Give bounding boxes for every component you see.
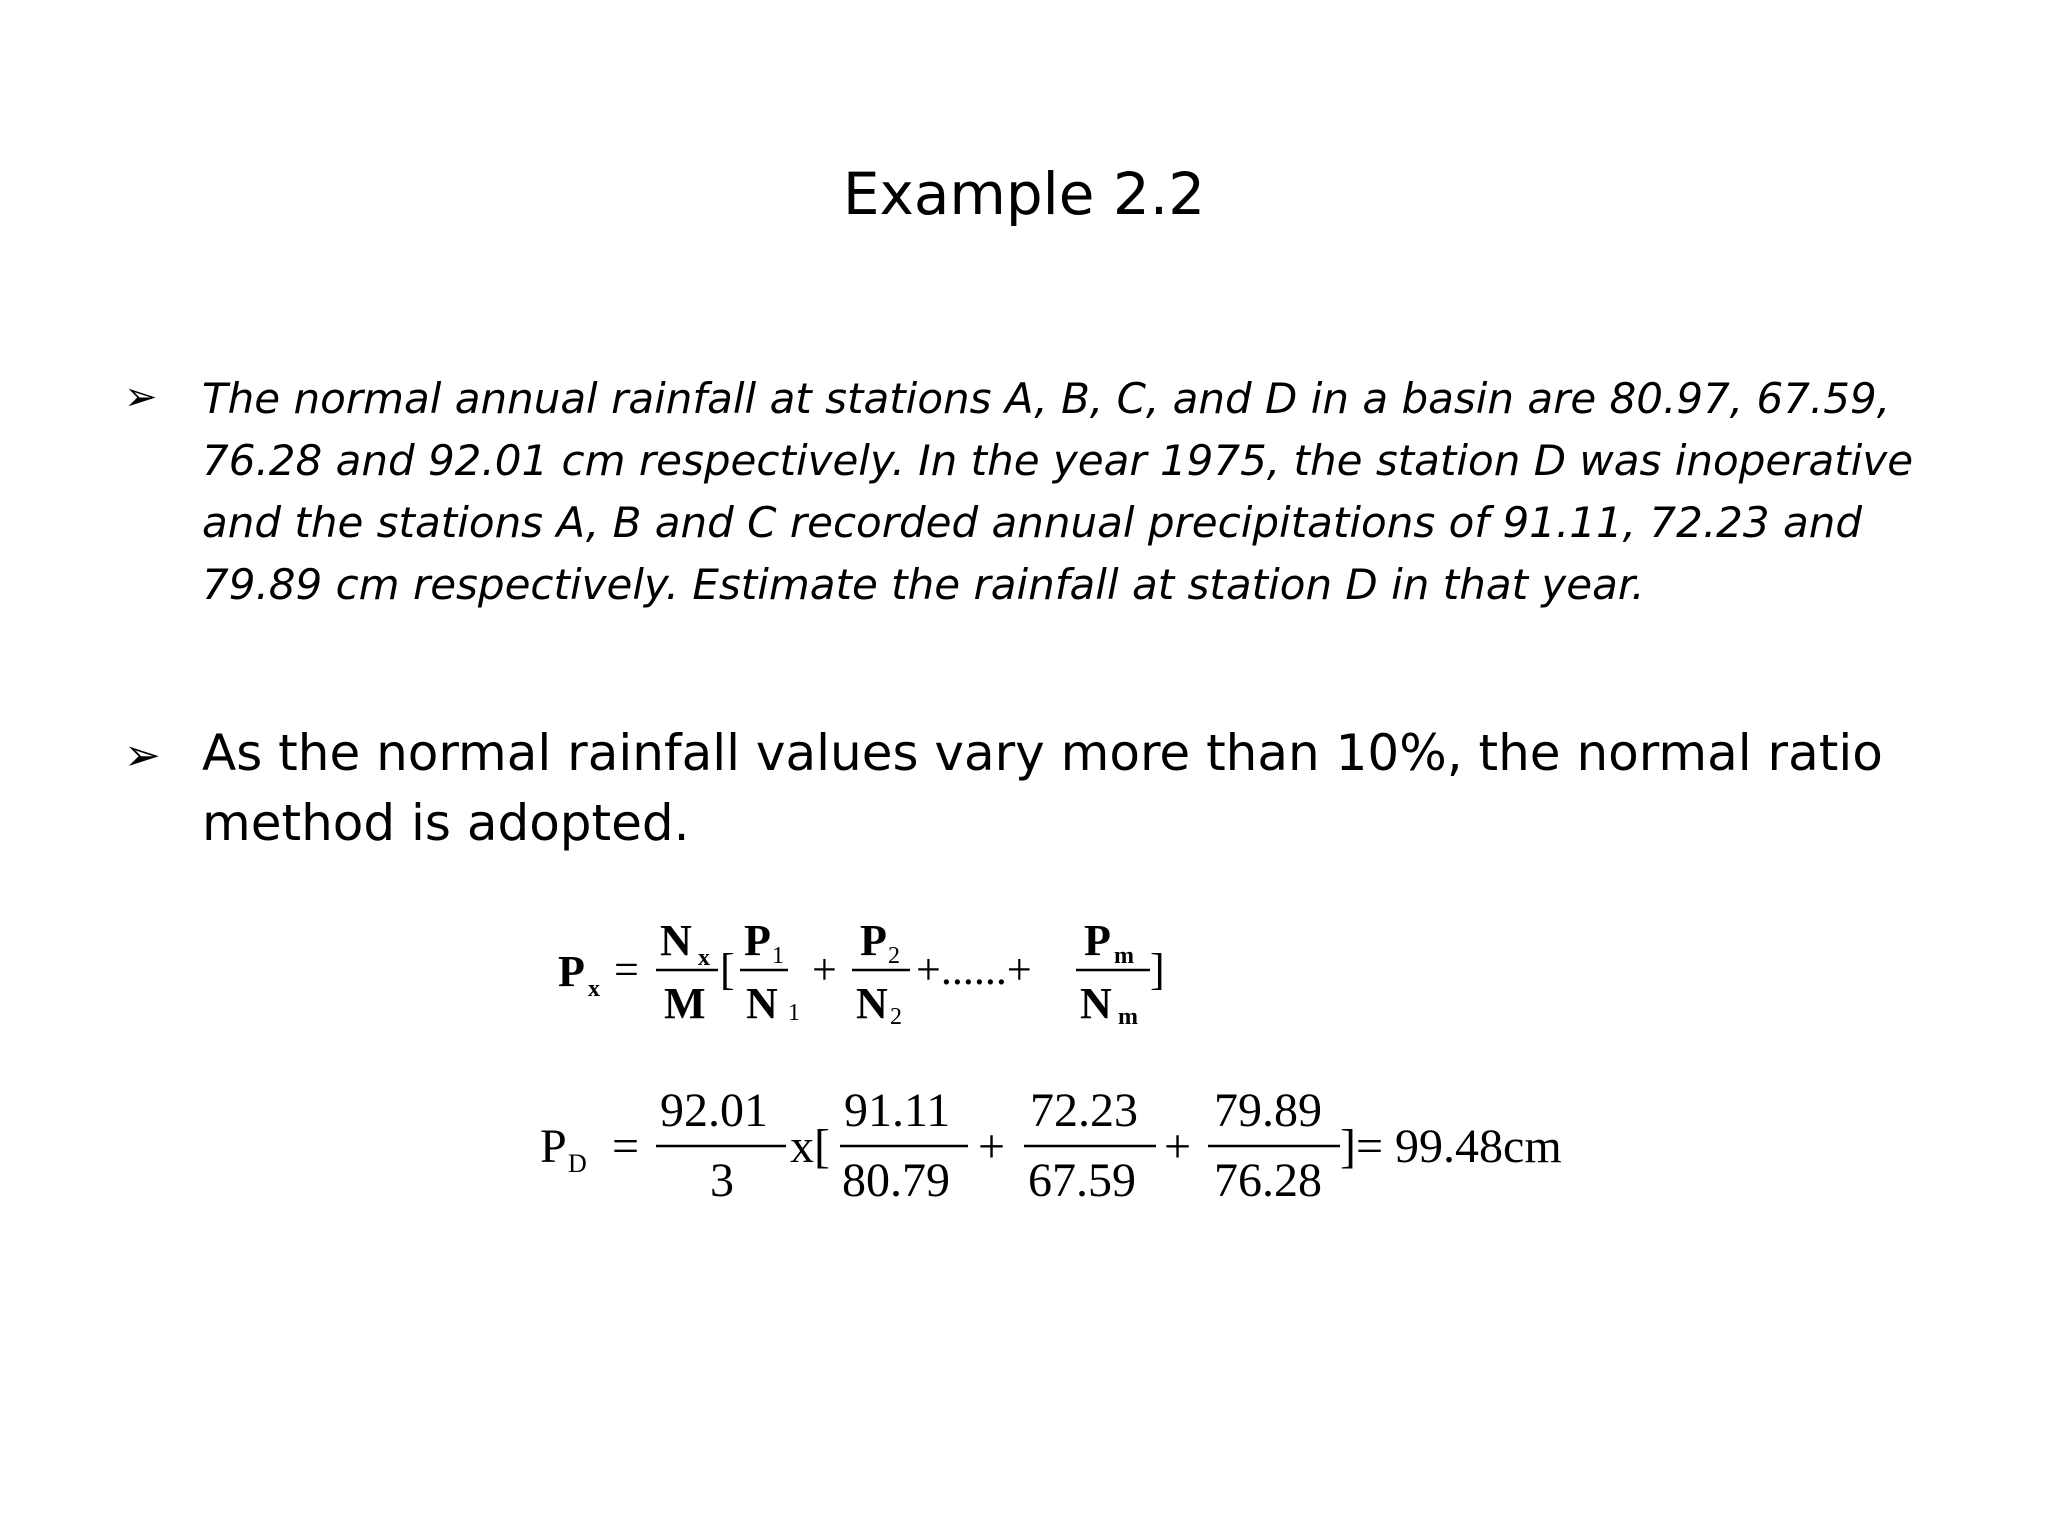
- fa-t2-num: 72.23: [1030, 1084, 1138, 1137]
- formula-general: [558, 916, 1165, 1030]
- fg-t2-den-sub: 2: [890, 1004, 902, 1030]
- formula-applied: [540, 1084, 1562, 1207]
- fg-coef-num-sub: x: [698, 945, 710, 971]
- fa-t3-den: 76.28: [1214, 1154, 1322, 1207]
- fg-tm-den-sub: m: [1118, 1004, 1138, 1030]
- fa-t2-den: 67.59: [1028, 1154, 1136, 1207]
- fg-t1-num-sub: 1: [772, 943, 784, 969]
- fg-coef-num: N: [660, 916, 692, 965]
- fg-tm-den: N: [1080, 979, 1112, 1028]
- fg-plus-ellipsis: +......+: [916, 945, 1032, 994]
- method-text: As the normal rainfall values vary more than 10%, the normal ratio method is adopted.: [202, 724, 1883, 852]
- fg-t1-den: N: [746, 979, 778, 1028]
- fg-tm-num-sub: m: [1114, 943, 1134, 969]
- fg-coef-den: M: [664, 979, 706, 1028]
- fa-t1-num: 91.11: [844, 1084, 951, 1137]
- fg-open-bracket: [: [720, 945, 735, 994]
- problem-text: The normal annual rainfall at stations A, B, C, and D in a basin are 80.97, 67.59, 76.28 and 92.01 cm respectively. In the year 1975, the station D was inoperative and the stations A, B and C recorded annual precipitations of 91.11, 72.23 and 79.89 cm respectively. Estimate the rainfall at station D in that year.: [202, 374, 1914, 609]
- fg-t1-num: P: [744, 916, 771, 965]
- fa-coef-num: 92.01: [660, 1084, 768, 1137]
- fg-close-bracket: ]: [1150, 945, 1165, 994]
- fg-lhs: P: [558, 947, 585, 996]
- fg-t2-den: N: [856, 979, 888, 1028]
- bullet-arrow-icon: ➢: [124, 730, 161, 781]
- bullet-arrow-icon: ➢: [124, 374, 158, 420]
- fa-plus-1: +: [978, 1120, 1006, 1173]
- fg-t2-num: P: [860, 916, 887, 965]
- fa-t1-den: 80.79: [842, 1154, 950, 1207]
- fg-tm-num: P: [1084, 916, 1111, 965]
- fa-times-bracket: x[: [790, 1120, 830, 1173]
- fa-lhs: P: [540, 1120, 567, 1173]
- fg-equals: =: [614, 945, 639, 994]
- fa-plus-2: +: [1164, 1120, 1192, 1173]
- slide-title: Example 2.2: [842, 160, 1206, 228]
- fa-lhs-sub: D: [568, 1149, 587, 1178]
- fg-t1-den-sub: 1: [788, 1000, 800, 1026]
- fg-plus-1: +: [812, 945, 837, 994]
- fa-t3-num: 79.89: [1214, 1084, 1322, 1137]
- fa-equals: =: [612, 1120, 640, 1173]
- fg-lhs-sub: x: [588, 976, 600, 1002]
- fg-t2-num-sub: 2: [888, 943, 900, 969]
- fa-coef-den: 3: [710, 1154, 734, 1207]
- fa-result: ]= 99.48cm: [1340, 1120, 1562, 1173]
